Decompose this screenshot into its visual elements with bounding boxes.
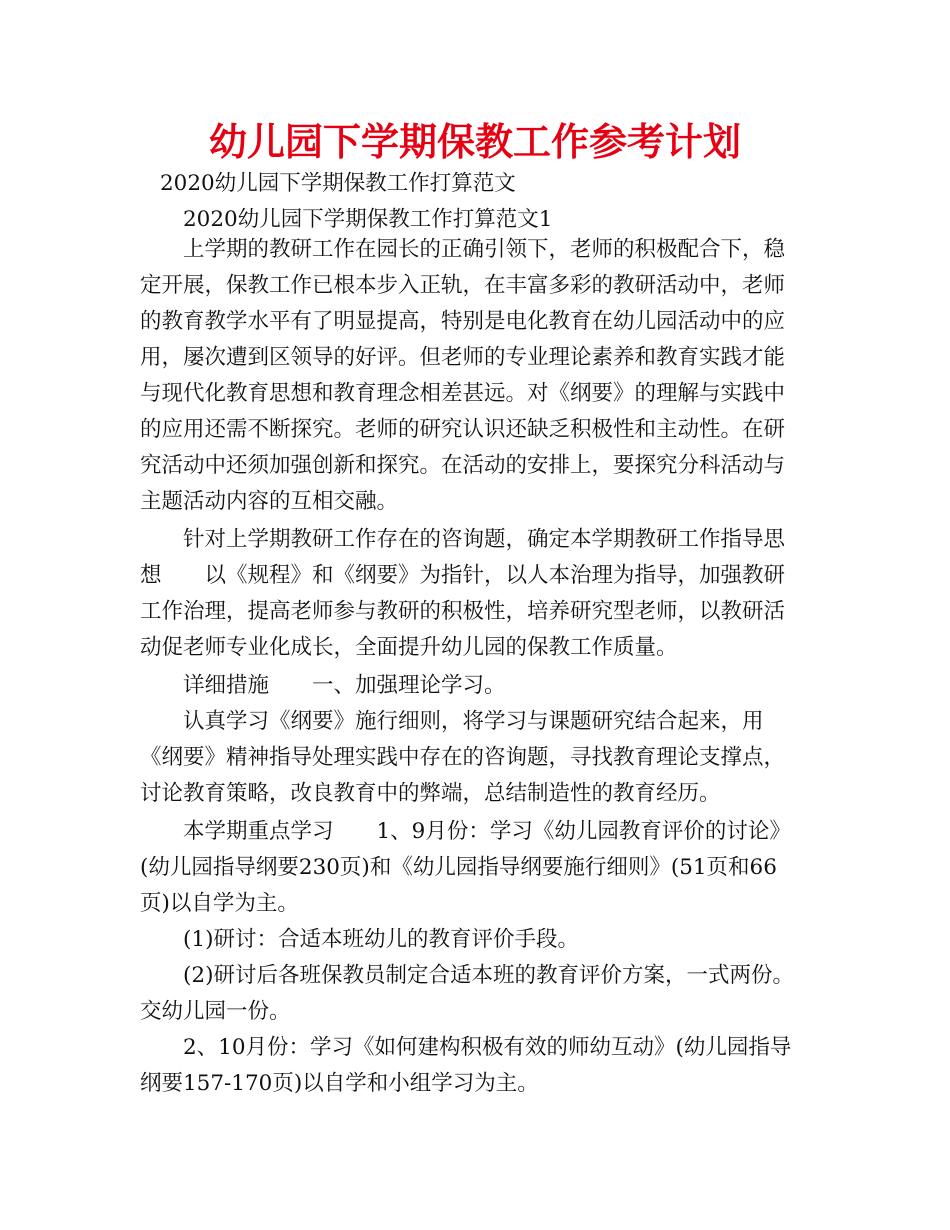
paragraph-line: (幼儿园指导纲要230页)和《幼儿园指导纲要施行细则》(51页和66: [140, 855, 777, 880]
paragraph-line: 讨论教育策略，改良教育中的弊端，总结制造性的教育经历。: [140, 781, 721, 806]
subtitle-line: 2020幼儿园下学期保教工作打算范文: [160, 171, 516, 196]
paragraph-line: 的教育教学水平有了明显提高，特别是电化教育在幼儿园活动中的应: [140, 309, 786, 334]
paragraph-line: 交幼儿园一份。: [140, 999, 291, 1024]
paragraph-line: 《纲要》精神指导处理实践中存在的咨询题，寻找教育理论支撑点，: [140, 745, 786, 770]
paragraph-line: 想 以《规程》和《纲要》为指针，以人本治理为指导，加强教研: [140, 563, 786, 588]
paragraph-line: 用，屡次遭到区领导的好评。但老师的专业理论素养和教育实践才能: [140, 345, 786, 370]
paragraph-line: 究活动中还须加强创新和探究。在活动的安排上，要探究分科活动与: [140, 453, 786, 478]
paragraph-line: 纲要157-170页)以自学和小组学习为主。: [140, 1071, 539, 1096]
paragraph-line: 工作治理，提高老师参与教研的积极性，培养研究型老师，以教研活: [140, 599, 786, 624]
paragraph-line: (1)研讨：合适本班幼儿的教育评价手段。: [183, 927, 579, 952]
document-title: 幼儿园下学期保教工作参考计划: [208, 120, 741, 164]
section-heading: 2020幼儿园下学期保教工作打算范文1: [183, 207, 553, 232]
paragraph-line: 动促老师专业化成长，全面提升幼儿园的保教工作质量。: [140, 635, 678, 660]
paragraph-line: 主题活动内容的互相交融。: [140, 489, 399, 514]
paragraph-line: 的应用还需不断探究。老师的研究认识还缺乏积极性和主动性。在研: [140, 417, 786, 442]
paragraph-line: 定开展，保教工作已根本步入正轨，在丰富多彩的教研活动中，老师: [140, 273, 786, 298]
paragraph-line: 页)以自学为主。: [140, 891, 299, 916]
paragraph-line: 针对上学期教研工作存在的咨询题，确定本学期教研工作指导思: [183, 527, 786, 552]
paragraph-line: 详细措施 一、加强理论学习。: [183, 673, 506, 698]
paragraph-line: 认真学习《纲要》施行细则，将学习与课题研究结合起来，用: [183, 709, 764, 734]
paragraph-line: 与现代化教育思想和教育理念相差甚远。对《纲要》的理解与实践中: [140, 381, 786, 406]
paragraph-line: 2、10月份：学习《如何建构积极有效的师幼互动》(幼儿园指导: [183, 1035, 792, 1060]
paragraph-line: (2)研讨后各班保教员制定合适本班的教育评价方案，一式两份。: [183, 963, 794, 988]
paragraph-line: 上学期的教研工作在园长的正确引领下，老师的积极配合下，稳: [183, 237, 786, 262]
paragraph-line: 本学期重点学习 1、9月份：学习《幼儿园教育评价的讨论》: [183, 819, 791, 844]
